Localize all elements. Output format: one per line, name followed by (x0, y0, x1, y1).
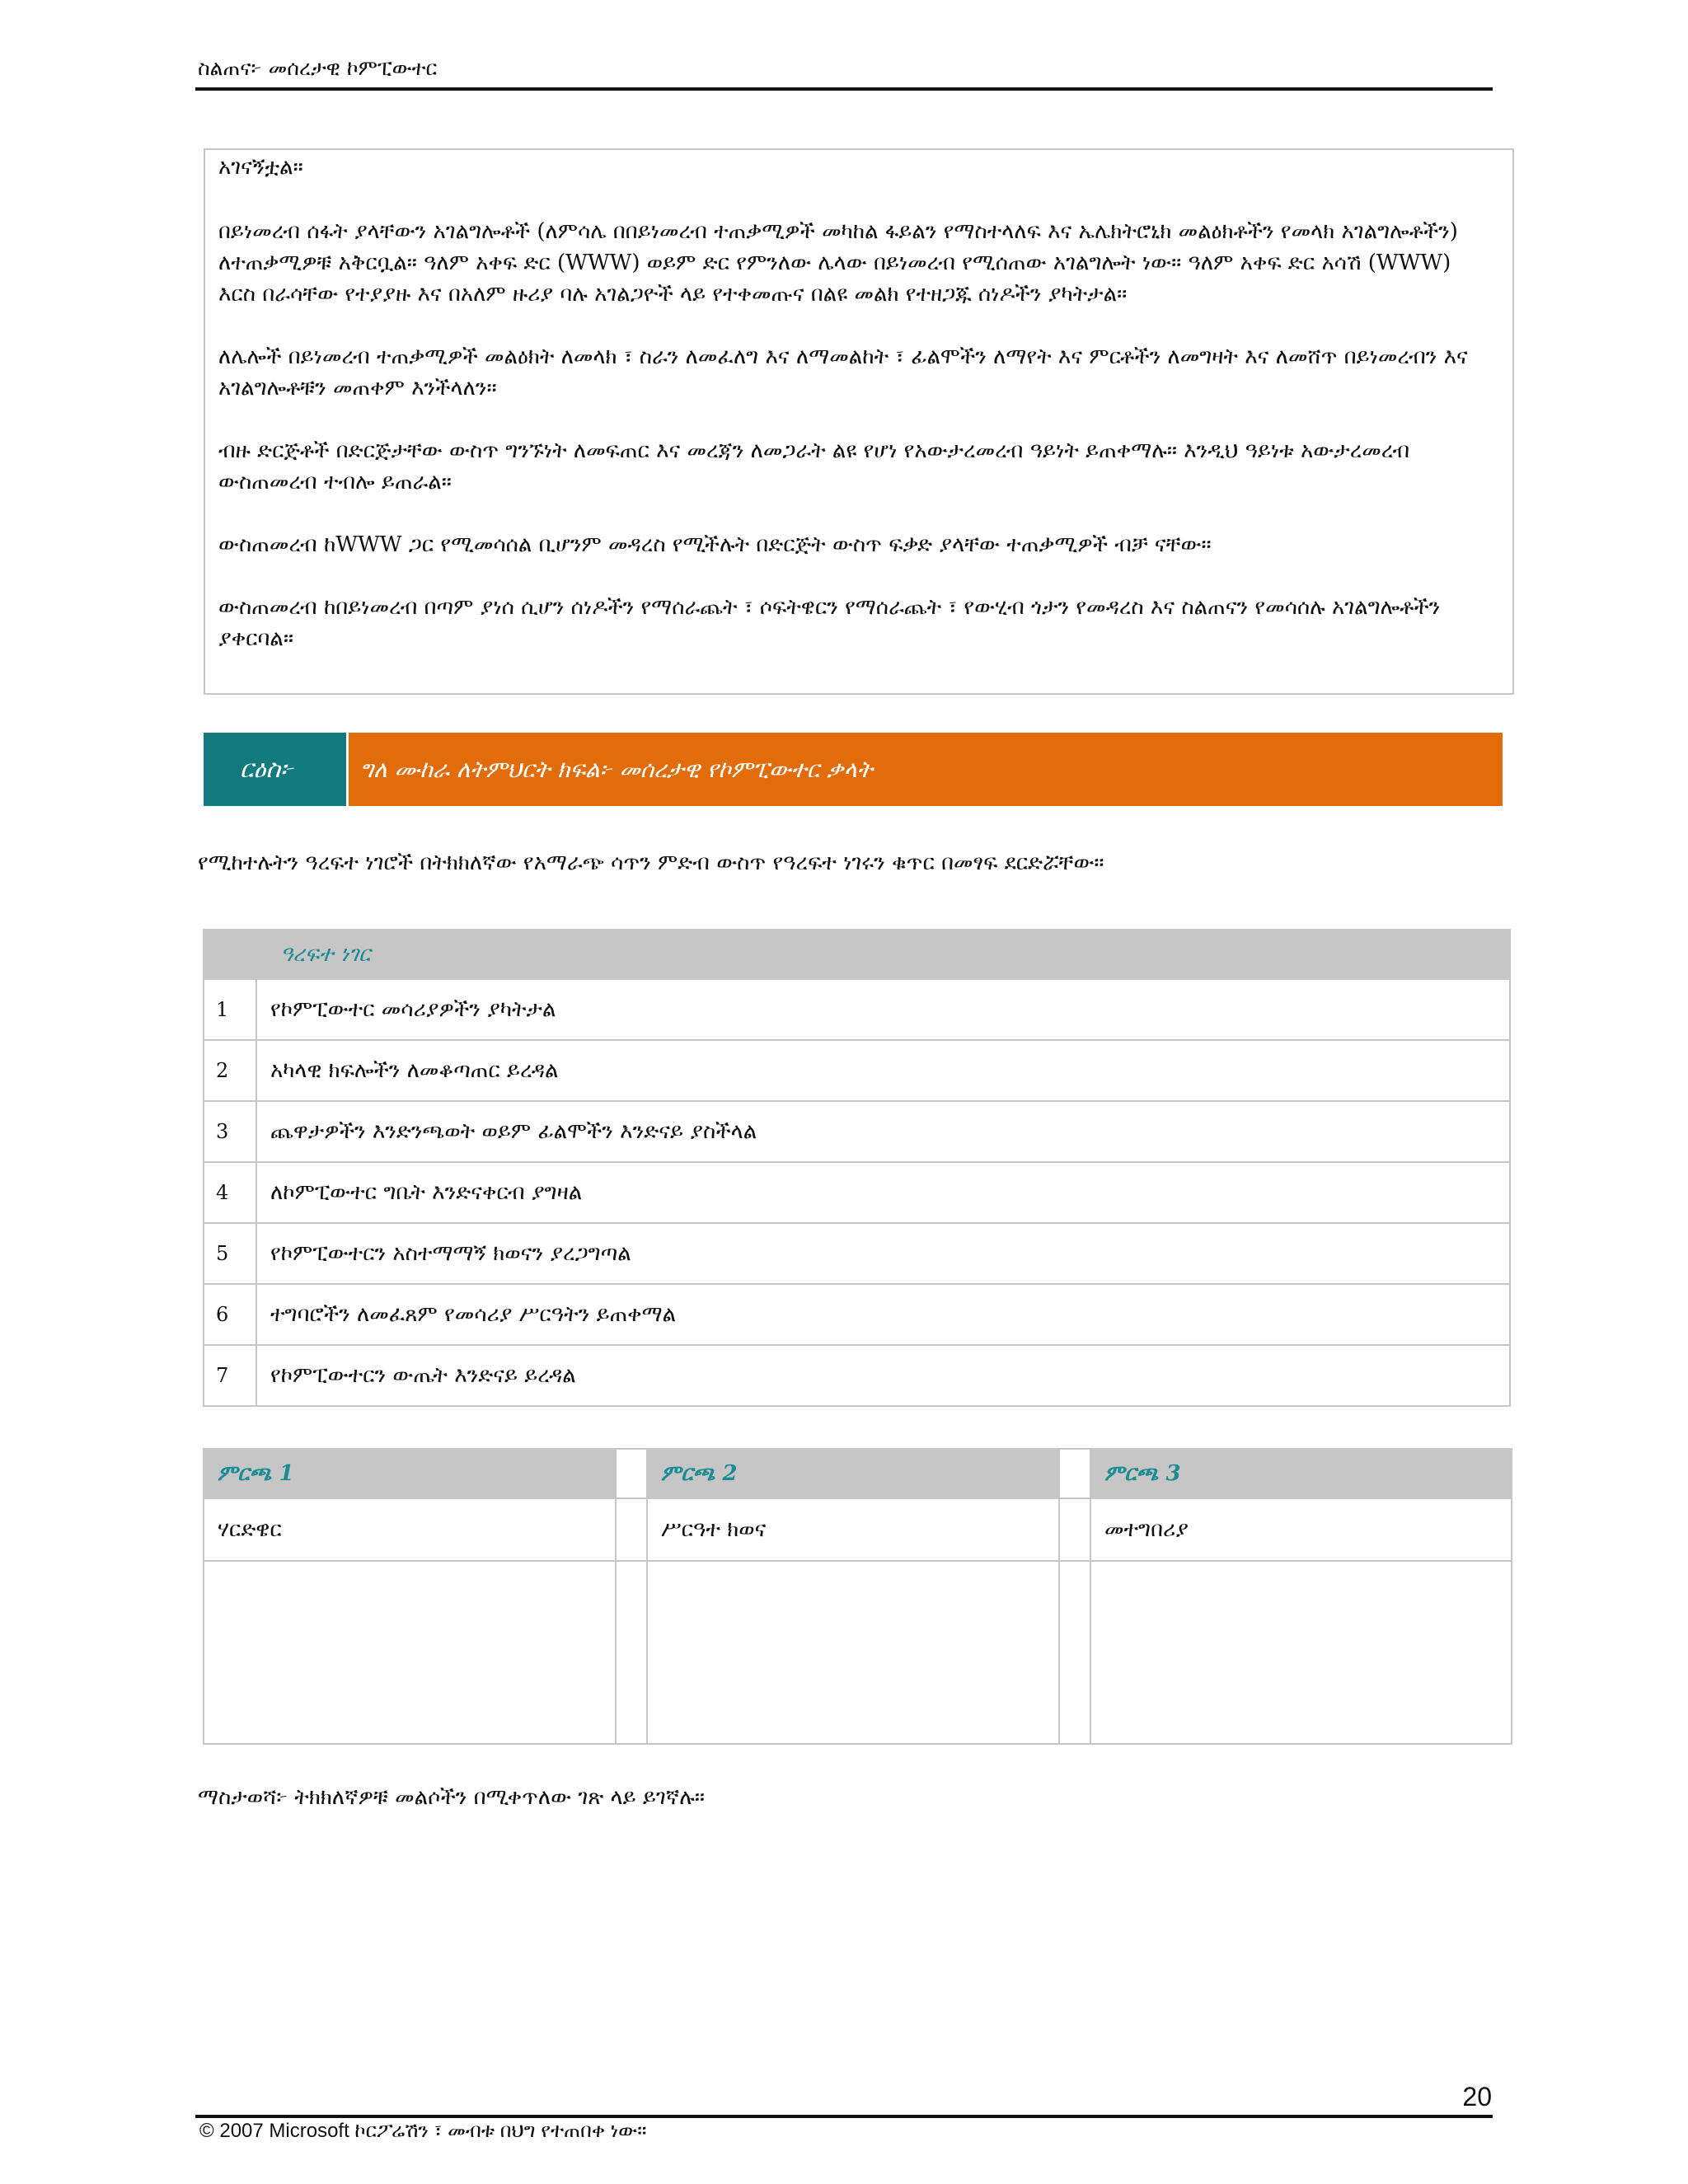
choice-3-header: ምርጫ 3 (1090, 1449, 1512, 1498)
choice-1-value: ሃርድዌር (204, 1498, 616, 1561)
info-paragraph: አገናኝቷል። (218, 155, 303, 180)
row-sentence: ተግባሮችን ለመፈጸም የመሳሪያ ሥርዓትን ይጠቀማል (256, 1284, 1510, 1345)
info-paragraph: ውስጠመረብ ከበይነመረብ በጣም ያነሰ ሲሆን ሰነዶችን የማሰራጨት ፣ ሶፍትዌርን የማሰራጨት ፣ የውሂብ ጎታን የመዳረስ እና ስልጠናን የመሳሰሉ አገልግሎቶችን ያቀርባል። (218, 595, 1441, 651)
column-gap (616, 1561, 647, 1744)
choices-answer-row (204, 1561, 1512, 1744)
table-header-row (204, 930, 1510, 979)
exercise-instruction: የሚከተሉትን ዓረፍተ ነገሮች በትክክለኛው የአማራጭ ሳጥን ምድብ ውስጥ የዓረፍተ ነገሩን ቁጥር በመፃፍ ደርድሯቸው። (198, 851, 1104, 875)
table-row (204, 1162, 1510, 1223)
table-row (204, 1101, 1510, 1162)
table-row (204, 1223, 1510, 1284)
row-number: 4 (204, 1162, 256, 1223)
table-row (204, 1040, 1510, 1101)
row-sentence: የኮምፒውተርን ውጤት እንድናይ ይረዳል (256, 1345, 1510, 1406)
info-paragraph: ብዙ ድርጅቶች በድርጅታቸው ውስጥ ግንኙነት ለመፍጠር እና መረጃን ለመጋራት ልዩ የሆነ የአውታረመረብ ዓይነት ይጠቀማሉ። እንዲህ ዓይነቱ አውታረመረብ ውስጠመረብ ተብሎ ይጠራል። (218, 438, 1410, 494)
info-paragraph: በይነመረብ ሰፋት ያላቸውን አገልግሎቶች (ለምሳሌ በበይነመረብ ተጠቃሚዎች መካከል ፋይልን የማስተላለፍ እና ኤሌክትሮኒክ መልዕክቶችን የመላክ አገልግሎቶችን) ለተጠቃሚዎቹ አቅርቧል። ዓለም አቀፍ ድር (WWW) ወይም ድር የምንለው ሌላው በይነመረብ የሚሰጠው አገልግሎት ነው። ዓለም አቀፍ ድር አሳሽ (WWW) እርስ በራሳቸው የተያያዙ እና በአለም ዙሪያ ባሉ አገልጋዮች ላይ የተቀመጡና በልዩ መልክ የተዘጋጁ ሰነዶችን ያካትታል። (218, 219, 1458, 307)
column-gap (1059, 1561, 1090, 1744)
column-gap (616, 1449, 647, 1498)
choice-3-value: መተግበሪያ (1090, 1498, 1512, 1561)
choices-value-row (204, 1498, 1512, 1561)
page-header-title: ስልጠና፦ መሰረታዊ ኮምፒውተር (198, 56, 438, 80)
row-sentence: የኮምፒውተርን አስተማማኝ ክወናን ያረጋግጣል (256, 1223, 1510, 1284)
row-number: 1 (204, 979, 256, 1040)
choice-2-header: ምርጫ 2 (647, 1449, 1059, 1498)
row-number: 6 (204, 1284, 256, 1345)
choice-3-answer-cell[interactable] (1090, 1561, 1512, 1744)
page-number: 20 (1462, 2082, 1492, 2111)
choice-2-value: ሥርዓተ ክወና (647, 1498, 1059, 1561)
choice-2-answer-cell[interactable] (647, 1561, 1059, 1744)
choice-1-header: ምርጫ 1 (204, 1449, 616, 1498)
table-row (204, 1284, 1510, 1345)
sentences-header: ዓረፍተ ነገር (204, 930, 1510, 979)
copyright-footer: © 2007 Microsoft ኮርፖሬሽን ፣ መብቱ በህግ የተጠበቀ ነው። (199, 2120, 647, 2142)
table-row (204, 979, 1510, 1040)
topic-title: ግለ ሙከራ ለትምህርት ክፍል፦ መሰረታዊ የኮምፒውተር ቃላት (349, 733, 1503, 806)
topic-label: ርዕስ፦ (204, 733, 346, 806)
row-sentence: አካላዊ ክፍሎችን ለመቆጣጠር ይረዳል (256, 1040, 1510, 1101)
choices-header-row (204, 1449, 1512, 1498)
choices-table (203, 1448, 1512, 1745)
row-sentence: የኮምፒውተር መሳሪያዎችን ያካትታል (256, 979, 1510, 1040)
info-paragraph: ውስጠመረብ ከWWW ጋር የሚመሳሰል ቢሆንም መዳረስ የሚችሉት በድርጅት ውስጥ ፍቃድ ያላቸው ተጠቃሚዎች ብቻ ናቸው። (218, 532, 1212, 557)
row-number: 2 (204, 1040, 256, 1101)
choice-1-answer-cell[interactable] (204, 1561, 616, 1744)
row-number: 5 (204, 1223, 256, 1284)
column-gap (616, 1498, 647, 1561)
footer-rule (195, 2115, 1493, 2118)
row-number: 3 (204, 1101, 256, 1162)
header-rule (195, 87, 1493, 91)
row-sentence: ለኮምፒውተር ግቤት እንድናቀርብ ያግዛል (256, 1162, 1510, 1223)
row-sentence: ጨዋታዎችን እንድንጫወት ወይም ፊልሞችን እንድናይ ያስችላል (256, 1101, 1510, 1162)
column-gap (1059, 1449, 1090, 1498)
info-paragraph: ለሌሎች በይነመረብ ተጠቃሚዎች መልዕክት ለመላክ ፣ ስራን ለመፈለግ እና ለማመልከት ፣ ፊልሞችን ለማየት እና ምርቶችን ለመግዛት እና ለመሸጥ በይነመረብን እና አገልግሎቶቹን መጠቀም እንችላለን። (218, 344, 1468, 401)
sentences-table (203, 929, 1511, 1407)
info-text-box (204, 148, 1514, 695)
table-row (204, 1345, 1510, 1406)
column-gap (1059, 1498, 1090, 1561)
answers-note: ማስታወሻ፦ ትክክለኛዎቹ መልሶችን በሚቀጥለው ገጽ ላይ ይገኛሉ። (198, 1785, 706, 1810)
row-number: 7 (204, 1345, 256, 1406)
